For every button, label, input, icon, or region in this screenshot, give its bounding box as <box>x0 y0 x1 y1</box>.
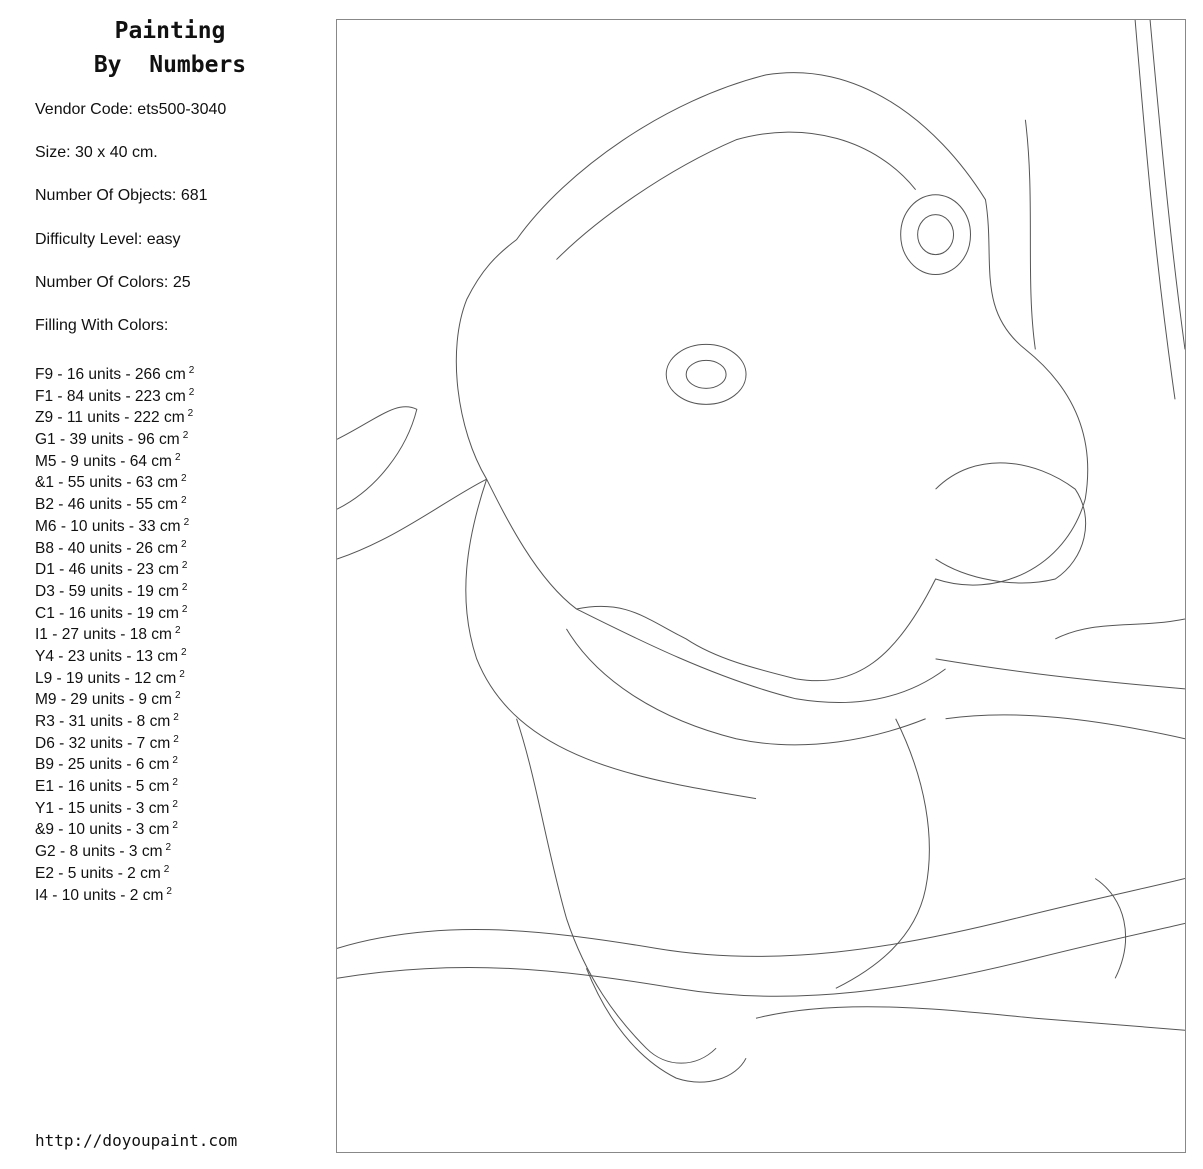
area-unit-superscript: 2 <box>181 603 188 615</box>
color-entry-text: D1 - 46 units - 23 cm <box>35 561 179 579</box>
area-unit-superscript: 2 <box>163 863 170 875</box>
color-entry <box>35 859 194 881</box>
color-entry-text: Y4 - 23 units - 13 cm <box>35 647 179 665</box>
page-title <box>60 14 280 82</box>
color-entry-text: Y1 - 15 units - 3 cm <box>35 799 170 817</box>
area-unit-superscript: 2 <box>174 690 181 702</box>
color-entry-text: G1 - 39 units - 96 cm <box>35 431 180 449</box>
color-entry-text: D6 - 32 units - 7 cm <box>35 734 171 752</box>
area-unit-superscript: 2 <box>172 798 178 810</box>
area-unit-superscript: 2 <box>179 668 185 680</box>
color-entry-text: I1 - 27 units - 18 cm <box>35 626 172 644</box>
area-unit-superscript: 2 <box>188 386 195 398</box>
coloring-canvas <box>336 19 1186 1153</box>
area-unit-superscript: 2 <box>174 451 181 463</box>
area-unit-superscript: 2 <box>181 495 187 507</box>
color-entry-text: &1 - 55 units - 63 cm <box>35 474 179 492</box>
color-entry-text: R3 - 31 units - 8 cm <box>35 713 171 730</box>
title-line-1: Painting <box>114 18 226 44</box>
footer-url[interactable]: http://doyoupaint.com <box>35 1131 238 1150</box>
color-entry <box>35 447 194 469</box>
color-entry <box>35 534 194 556</box>
color-entry <box>35 772 194 794</box>
color-entry <box>35 707 194 729</box>
area-unit-superscript: 2 <box>174 625 181 637</box>
color-entry <box>35 664 194 686</box>
difficulty-level: Difficulty Level: easy <box>35 230 181 248</box>
color-entry-text: F9 - 16 units - 266 cm <box>35 366 186 383</box>
color-entry <box>35 881 194 903</box>
color-entry-text: E2 - 5 units - 2 cm <box>35 864 161 882</box>
area-unit-superscript: 2 <box>187 408 194 420</box>
color-entry-text: D3 - 59 units - 19 cm <box>35 582 179 600</box>
color-entry <box>35 794 194 816</box>
color-entry <box>35 815 194 837</box>
area-unit-superscript: 2 <box>181 646 187 658</box>
objects-count: Number Of Objects: 681 <box>35 187 208 205</box>
info-panel <box>35 98 226 357</box>
area-unit-superscript: 2 <box>188 365 195 376</box>
color-entry <box>35 512 194 534</box>
color-entry <box>35 729 194 751</box>
color-entry-text: C1 - 16 units - 19 cm <box>35 604 179 622</box>
color-entry <box>35 403 194 425</box>
color-entry <box>35 599 194 621</box>
color-entry-text: G2 - 8 units - 3 cm <box>35 843 163 861</box>
color-entry <box>35 642 194 664</box>
color-entry-text: &9 - 10 units - 3 cm <box>35 821 170 839</box>
color-entry <box>35 490 194 512</box>
color-entry <box>35 360 194 382</box>
color-entry-text: B9 - 25 units - 6 cm <box>35 756 170 774</box>
area-unit-superscript: 2 <box>172 820 178 832</box>
area-unit-superscript: 2 <box>173 712 179 723</box>
color-entry <box>35 425 194 447</box>
area-unit-superscript: 2 <box>183 516 190 528</box>
filling-heading: Filling With Colors: <box>35 316 169 334</box>
area-unit-superscript: 2 <box>181 538 187 550</box>
color-entry <box>35 837 194 859</box>
area-unit-superscript: 2 <box>181 581 188 593</box>
area-unit-superscript: 2 <box>181 560 188 572</box>
title-line-2: By Numbers <box>93 52 247 78</box>
color-list <box>35 360 194 902</box>
area-unit-superscript: 2 <box>172 777 178 789</box>
area-unit-superscript: 2 <box>165 842 172 854</box>
color-entry <box>35 685 194 707</box>
color-entry <box>35 468 194 490</box>
colors-count: Number Of Colors: 25 <box>35 273 191 291</box>
color-entry-text: M9 - 29 units - 9 cm <box>35 691 172 709</box>
color-entry <box>35 620 194 642</box>
color-entry-text: Z9 - 11 units - 222 cm <box>35 409 185 427</box>
area-unit-superscript: 2 <box>181 473 187 485</box>
area-unit-superscript: 2 <box>172 755 178 767</box>
color-entry-text: L9 - 19 units - 12 cm <box>35 669 177 687</box>
color-entry <box>35 382 194 404</box>
color-entry-text: M6 - 10 units - 33 cm <box>35 517 181 535</box>
area-unit-superscript: 2 <box>166 885 172 897</box>
color-entry-text: E1 - 16 units - 5 cm <box>35 778 170 796</box>
area-unit-superscript: 2 <box>173 733 179 745</box>
color-entry <box>35 750 194 772</box>
color-entry-text: M5 - 9 units - 64 cm <box>35 452 172 470</box>
color-entry <box>35 577 194 599</box>
color-entry-text: B8 - 40 units - 26 cm <box>35 539 179 557</box>
size-label: Size: 30 x 40 cm. <box>35 144 158 162</box>
dog-line-art <box>337 20 1185 1152</box>
color-entry-text: I4 - 10 units - 2 cm <box>35 886 164 904</box>
color-entry-text: F1 - 84 units - 223 cm <box>35 387 186 405</box>
color-entry <box>35 555 194 577</box>
color-entry-text: B2 - 46 units - 55 cm <box>35 496 179 514</box>
area-unit-superscript: 2 <box>182 430 189 442</box>
vendor-code: Vendor Code: ets500-3040 <box>35 101 227 118</box>
